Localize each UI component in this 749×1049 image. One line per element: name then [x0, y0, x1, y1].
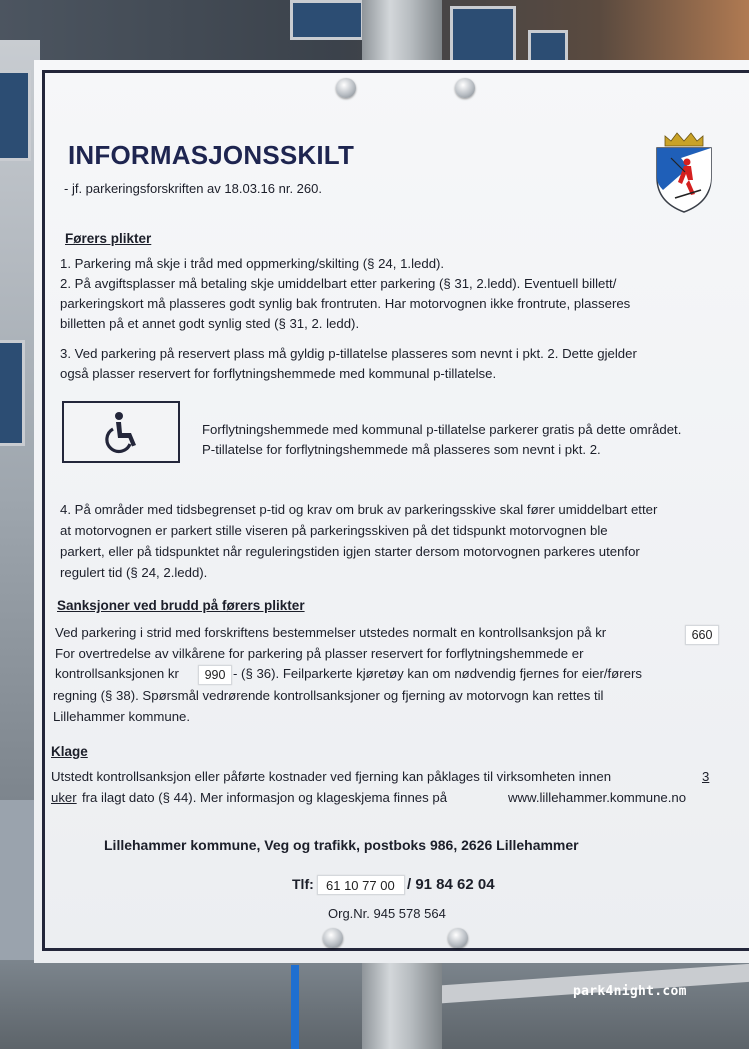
bolt-icon [455, 78, 475, 98]
body-line: 3. Ved parkering på reservert plass må gyldig p-tillatelse plasseres som nevnt i pkt. 2. Dette gjelder [60, 346, 637, 361]
body-line: også plasser reservert for forflytningshemmede med kommunal p-tillatelse. [60, 366, 497, 381]
bolt-icon [336, 78, 356, 98]
weeks-unit: uker [51, 790, 77, 805]
phone-sticker: 61 10 77 00 [317, 875, 405, 895]
body-line: parkert, eller på tidspunktet når reguleringstiden igjen starter dersom motorvognen parkeres utenfor [60, 544, 640, 559]
body-line: Ved parkering i strid med forskriftens bestemmelser utstedes normalt en kontrollsanksjon på kr [55, 625, 607, 640]
body-line: For overtredelse av vilkårene for parkering på plasser reservert for forflytningshemmede er [55, 646, 584, 661]
body-line: Utstedt kontrollsanksjon eller påførte kostnader ved fjerning kan påklages til virksomheten innen [51, 769, 612, 784]
section-heading-sanksjoner: Sanksjoner ved brudd på førers plikter [57, 598, 305, 613]
phone-number-secondary: / 91 84 62 04 [407, 876, 495, 893]
org-number: Org.Nr. 945 578 564 [328, 906, 446, 921]
website-link: www.lillehammer.kommune.no [508, 790, 687, 805]
body-line: - (§ 36). Feilparkerte kjøretøy kan om nødvendig fjernes for eier/førers [233, 666, 642, 681]
body-line: Lillehammer kommune. [53, 709, 191, 724]
sign-subtitle: - jf. parkeringsforskriften av 18.03.16 nr. 260. [64, 181, 322, 196]
body-line: Forflytningshemmede med kommunal p-tillatelse parkerer gratis på dette området. [202, 422, 682, 437]
accessibility-box [62, 401, 180, 463]
sign-pole [362, 960, 442, 1049]
body-line: parkeringskort må plasseres godt synlig bak frontruten. Har motorvognen ikke frontrute, plasseres [60, 296, 631, 311]
building-window [450, 6, 516, 66]
amount-sticker: 660 [685, 625, 719, 645]
body-line: at motorvognen er parkert stille viseren på parkeringsskiven på det tidspunkt motorvognen ble [60, 523, 608, 538]
footer-address: Lillehammer kommune, Veg og trafikk, postboks 986, 2626 Lillehammer [104, 837, 579, 853]
body-line: 4. På områder med tidsbegrenset p-tid og krav om bruk av parkeringsskive skal fører umiddelbart etter [60, 502, 658, 517]
section-heading-forers-plikter: Førers plikter [65, 231, 152, 246]
weeks-number: 3 [702, 769, 710, 784]
body-line: kontrollsanksjonen kr [55, 666, 179, 681]
bolt-icon [448, 928, 468, 948]
body-line: regning (§ 38). Spørsmål vedrørende kontrollsanksjoner og fjerning av motorvogn kan rettes til [53, 688, 604, 703]
building-window [0, 70, 31, 161]
bolt-icon [323, 928, 343, 948]
wheelchair-icon [101, 411, 145, 455]
body-line: billetten på et annet godt synlig sted (§ 31, 2. ledd). [60, 316, 360, 331]
information-sign [34, 60, 749, 963]
section-heading-klage: Klage [51, 744, 88, 759]
building-window [0, 340, 25, 446]
sign-title: INFORMASJONSSKILT [68, 140, 355, 170]
amount-sticker: 990 [198, 665, 232, 685]
blue-post [291, 965, 299, 1049]
body-line: regulert tid (§ 24, 2.ledd). [60, 565, 208, 580]
body-line: P-tillatelse for forflytningshemmede må plasseres som nevnt i pkt. 2. [202, 442, 601, 457]
phone-label: Tlf: [292, 876, 314, 892]
watermark: park4night.com [573, 984, 687, 999]
body-line: 2. På avgiftsplasser må betaling skje umiddelbart etter parkering (§ 31, 2.ledd). Eventuell billett/ [60, 276, 617, 291]
body-line: fra ilagt dato (§ 44). Mer informasjon og klageskjema finnes på [82, 790, 448, 805]
lillehammer-coat-of-arms-icon [651, 128, 717, 216]
body-line: 1. Parkering må skje i tråd med oppmerking/skilting (§ 24, 1.ledd). [60, 256, 445, 271]
building-window [290, 0, 364, 40]
